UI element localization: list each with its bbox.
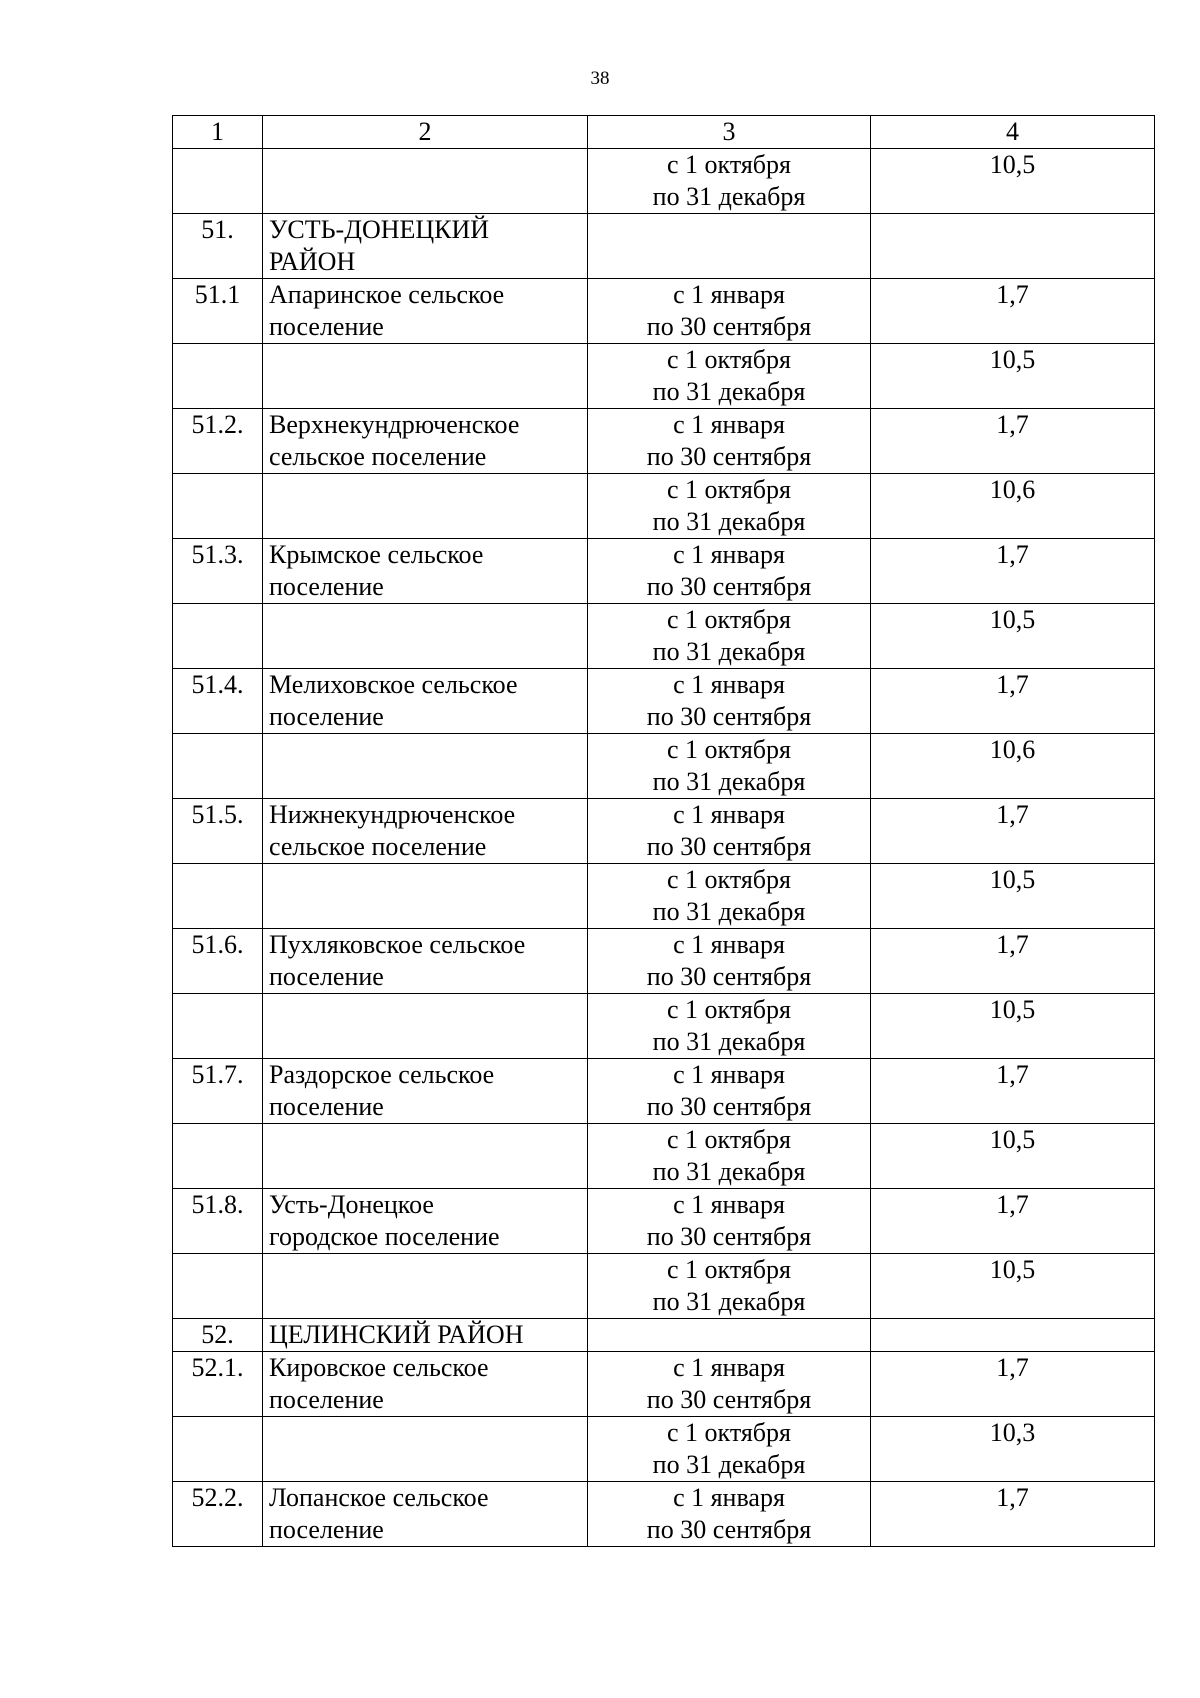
settlement-name-line: Крымское сельское: [269, 540, 484, 569]
period-line: с 1 октября: [667, 995, 791, 1024]
settlement-name: [263, 409, 588, 474]
table-row: [173, 669, 1155, 734]
settlement-name: [263, 1189, 588, 1254]
table-row: [173, 149, 1155, 214]
rate-value: 1,7: [871, 539, 1155, 604]
row-number: 51.3.: [173, 539, 263, 604]
page-number: 38: [590, 68, 610, 89]
settlement-name-line: поселение: [269, 1092, 384, 1121]
settlement-name-line: Кировское сельское: [269, 1353, 489, 1382]
settlement-name: [263, 799, 588, 864]
rate-value: 1,7: [871, 279, 1155, 344]
table-row: [173, 1417, 1155, 1482]
settlement-name-line: поселение: [269, 962, 384, 991]
period: [588, 409, 871, 474]
settlement-name-line: Нижнекундрюченское: [269, 800, 516, 829]
period-line: по 30 сентября: [646, 1385, 812, 1414]
row-number: 51.6.: [173, 929, 263, 994]
table-row: [173, 1059, 1155, 1124]
column-header-3: 3: [588, 116, 871, 149]
rate-value: 1,7: [871, 1189, 1155, 1254]
row-number: [173, 864, 263, 929]
settlement-name-line: поселение: [269, 312, 384, 341]
settlement-name-line: поселение: [269, 1385, 384, 1414]
period-line: по 30 сентября: [646, 832, 812, 861]
period-line: по 31 декабря: [652, 897, 806, 926]
period-line: по 31 декабря: [652, 1027, 806, 1056]
period: [588, 799, 871, 864]
table-row: [173, 929, 1155, 994]
row-number: [173, 734, 263, 799]
period-line: с 1 октября: [667, 150, 791, 179]
settlement-name: [263, 734, 588, 799]
settlement-name-line: ЦЕЛИНСКИЙ РАЙОН: [269, 1320, 524, 1349]
settlement-name: [263, 539, 588, 604]
table-row: [173, 994, 1155, 1059]
period-line: по 31 декабря: [652, 377, 806, 406]
settlement-name: [263, 1059, 588, 1124]
period-line: по 30 сентября: [646, 312, 812, 341]
settlement-name: [263, 994, 588, 1059]
table-row: [173, 539, 1155, 604]
period-line: с 1 октября: [667, 1125, 791, 1154]
period-line: по 31 декабря: [652, 637, 806, 666]
period: [588, 669, 871, 734]
period-line: по 31 декабря: [652, 1450, 806, 1479]
period-line: по 31 декабря: [652, 767, 806, 796]
rate-value: 10,3: [871, 1417, 1155, 1482]
table-row: [173, 1352, 1155, 1417]
settlement-name: [263, 1482, 588, 1547]
table-header-row: [173, 116, 1155, 149]
rate-value: 10,5: [871, 864, 1155, 929]
period: [588, 214, 871, 279]
row-number: [173, 149, 263, 214]
rate-value: 10,5: [871, 994, 1155, 1059]
period-line: с 1 октября: [667, 1418, 791, 1447]
rate-value: 10,5: [871, 149, 1155, 214]
period: [588, 474, 871, 539]
period-line: по 31 декабря: [652, 1287, 806, 1316]
period-line: с 1 октября: [667, 605, 791, 634]
row-number: [173, 1124, 263, 1189]
period: [588, 149, 871, 214]
period-line: с 1 октября: [667, 865, 791, 894]
settlement-name: [263, 474, 588, 539]
row-number: 51.7.: [173, 1059, 263, 1124]
period-line: с 1 января: [673, 1060, 785, 1089]
settlement-name: [263, 1417, 588, 1482]
rate-value: 1,7: [871, 1059, 1155, 1124]
row-number: [173, 604, 263, 669]
table-row: [173, 1482, 1155, 1547]
row-number: [173, 1417, 263, 1482]
row-number: 52.1.: [173, 1352, 263, 1417]
table-body: [173, 116, 1155, 1547]
period-line: с 1 января: [673, 1483, 785, 1512]
settlement-name-line: Усть-Донецкое: [269, 1190, 434, 1219]
table-row: [173, 1189, 1155, 1254]
period-line: с 1 октября: [667, 475, 791, 504]
settlement-name: [263, 214, 588, 279]
rate-value: 1,7: [871, 669, 1155, 734]
column-header-2: 2: [263, 116, 588, 149]
settlement-name: [263, 604, 588, 669]
rate-value: [871, 214, 1155, 279]
table-row: [173, 344, 1155, 409]
period-line: с 1 января: [673, 410, 785, 439]
tariff-table: [172, 115, 1155, 1547]
rate-value: 1,7: [871, 929, 1155, 994]
period-line: по 31 декабря: [652, 1157, 806, 1186]
rate-value: 1,7: [871, 799, 1155, 864]
settlement-name: [263, 1254, 588, 1319]
period-line: по 31 декабря: [652, 507, 806, 536]
settlement-name-line: сельское поселение: [269, 442, 487, 471]
table-row: [173, 734, 1155, 799]
period: [588, 994, 871, 1059]
settlement-name: [263, 344, 588, 409]
period-line: с 1 января: [673, 280, 785, 309]
period-line: с 1 января: [673, 1190, 785, 1219]
row-number: 51.1: [173, 279, 263, 344]
settlement-name: [263, 1124, 588, 1189]
rate-value: 10,5: [871, 344, 1155, 409]
period-line: по 30 сентября: [646, 962, 812, 991]
settlement-name: [263, 929, 588, 994]
period: [588, 1417, 871, 1482]
period-line: с 1 января: [673, 1353, 785, 1382]
row-number: [173, 474, 263, 539]
row-number: [173, 344, 263, 409]
table-row: [173, 604, 1155, 669]
settlement-name-line: поселение: [269, 702, 384, 731]
table-row: [173, 799, 1155, 864]
table-row: [173, 864, 1155, 929]
period: [588, 864, 871, 929]
row-number: 51.2.: [173, 409, 263, 474]
settlement-name-line: поселение: [269, 572, 384, 601]
settlement-name-line: Верхнекундрюченское: [269, 410, 520, 439]
table-row: [173, 279, 1155, 344]
settlement-name: [263, 864, 588, 929]
rate-value: 10,6: [871, 734, 1155, 799]
rate-value: 10,5: [871, 1254, 1155, 1319]
period: [588, 1059, 871, 1124]
settlement-name: [263, 149, 588, 214]
period-line: по 31 декабря: [652, 182, 806, 211]
period: [588, 929, 871, 994]
period: [588, 1254, 871, 1319]
settlement-name-line: УСТЬ-ДОНЕЦКИЙ: [269, 215, 490, 244]
period: [588, 344, 871, 409]
row-number: 51.5.: [173, 799, 263, 864]
period-line: с 1 января: [673, 800, 785, 829]
settlement-name: [263, 279, 588, 344]
settlement-name-line: Мелиховское сельское: [269, 670, 518, 699]
period-line: по 30 сентября: [646, 572, 812, 601]
period: [588, 1124, 871, 1189]
period-line: по 30 сентября: [646, 1092, 812, 1121]
row-number: [173, 994, 263, 1059]
table-row: [173, 1124, 1155, 1189]
row-number: 52.2.: [173, 1482, 263, 1547]
rate-value: 1,7: [871, 1482, 1155, 1547]
period: [588, 539, 871, 604]
period: [588, 279, 871, 344]
settlement-name-line: Пухляковское сельское: [269, 930, 526, 959]
row-number: [173, 1254, 263, 1319]
settlement-name-line: Апаринское сельское: [269, 280, 505, 309]
table-row: [173, 1254, 1155, 1319]
settlement-name-line: сельское поселение: [269, 832, 487, 861]
period-line: с 1 января: [673, 930, 785, 959]
rate-value: 10,5: [871, 1124, 1155, 1189]
row-number: 51.8.: [173, 1189, 263, 1254]
settlement-name: [263, 669, 588, 734]
period-line: по 30 сентября: [646, 702, 812, 731]
period: [588, 1319, 871, 1352]
period: [588, 1352, 871, 1417]
settlement-name: [263, 1352, 588, 1417]
row-number: 51.4.: [173, 669, 263, 734]
row-number: 52.: [173, 1319, 263, 1352]
period: [588, 604, 871, 669]
rate-value: [871, 1319, 1155, 1352]
table-row: [173, 474, 1155, 539]
settlement-name-line: РАЙОН: [269, 247, 356, 276]
settlement-name: [263, 1319, 588, 1352]
row-number: 51.: [173, 214, 263, 279]
column-header-1: 1: [173, 116, 263, 149]
settlement-name-line: Раздорское сельское: [269, 1060, 495, 1089]
period-line: с 1 января: [673, 670, 785, 699]
period-line: по 30 сентября: [646, 1222, 812, 1251]
settlement-name-line: поселение: [269, 1515, 384, 1544]
table-row: [173, 1319, 1155, 1352]
period-line: по 30 сентября: [646, 442, 812, 471]
period: [588, 1482, 871, 1547]
period: [588, 1189, 871, 1254]
period-line: с 1 октября: [667, 1255, 791, 1284]
period-line: по 30 сентября: [646, 1515, 812, 1544]
settlement-name-line: Лопанское сельское: [269, 1483, 489, 1512]
settlement-name-line: городское поселение: [269, 1222, 500, 1251]
rate-value: 1,7: [871, 409, 1155, 474]
rate-value: 10,5: [871, 604, 1155, 669]
rate-value: 10,6: [871, 474, 1155, 539]
column-header-4: 4: [871, 116, 1155, 149]
period-line: с 1 января: [673, 540, 785, 569]
period-line: с 1 октября: [667, 735, 791, 764]
table-row: [173, 214, 1155, 279]
table-row: [173, 409, 1155, 474]
period-line: с 1 октября: [667, 345, 791, 374]
rate-value: 1,7: [871, 1352, 1155, 1417]
period: [588, 734, 871, 799]
